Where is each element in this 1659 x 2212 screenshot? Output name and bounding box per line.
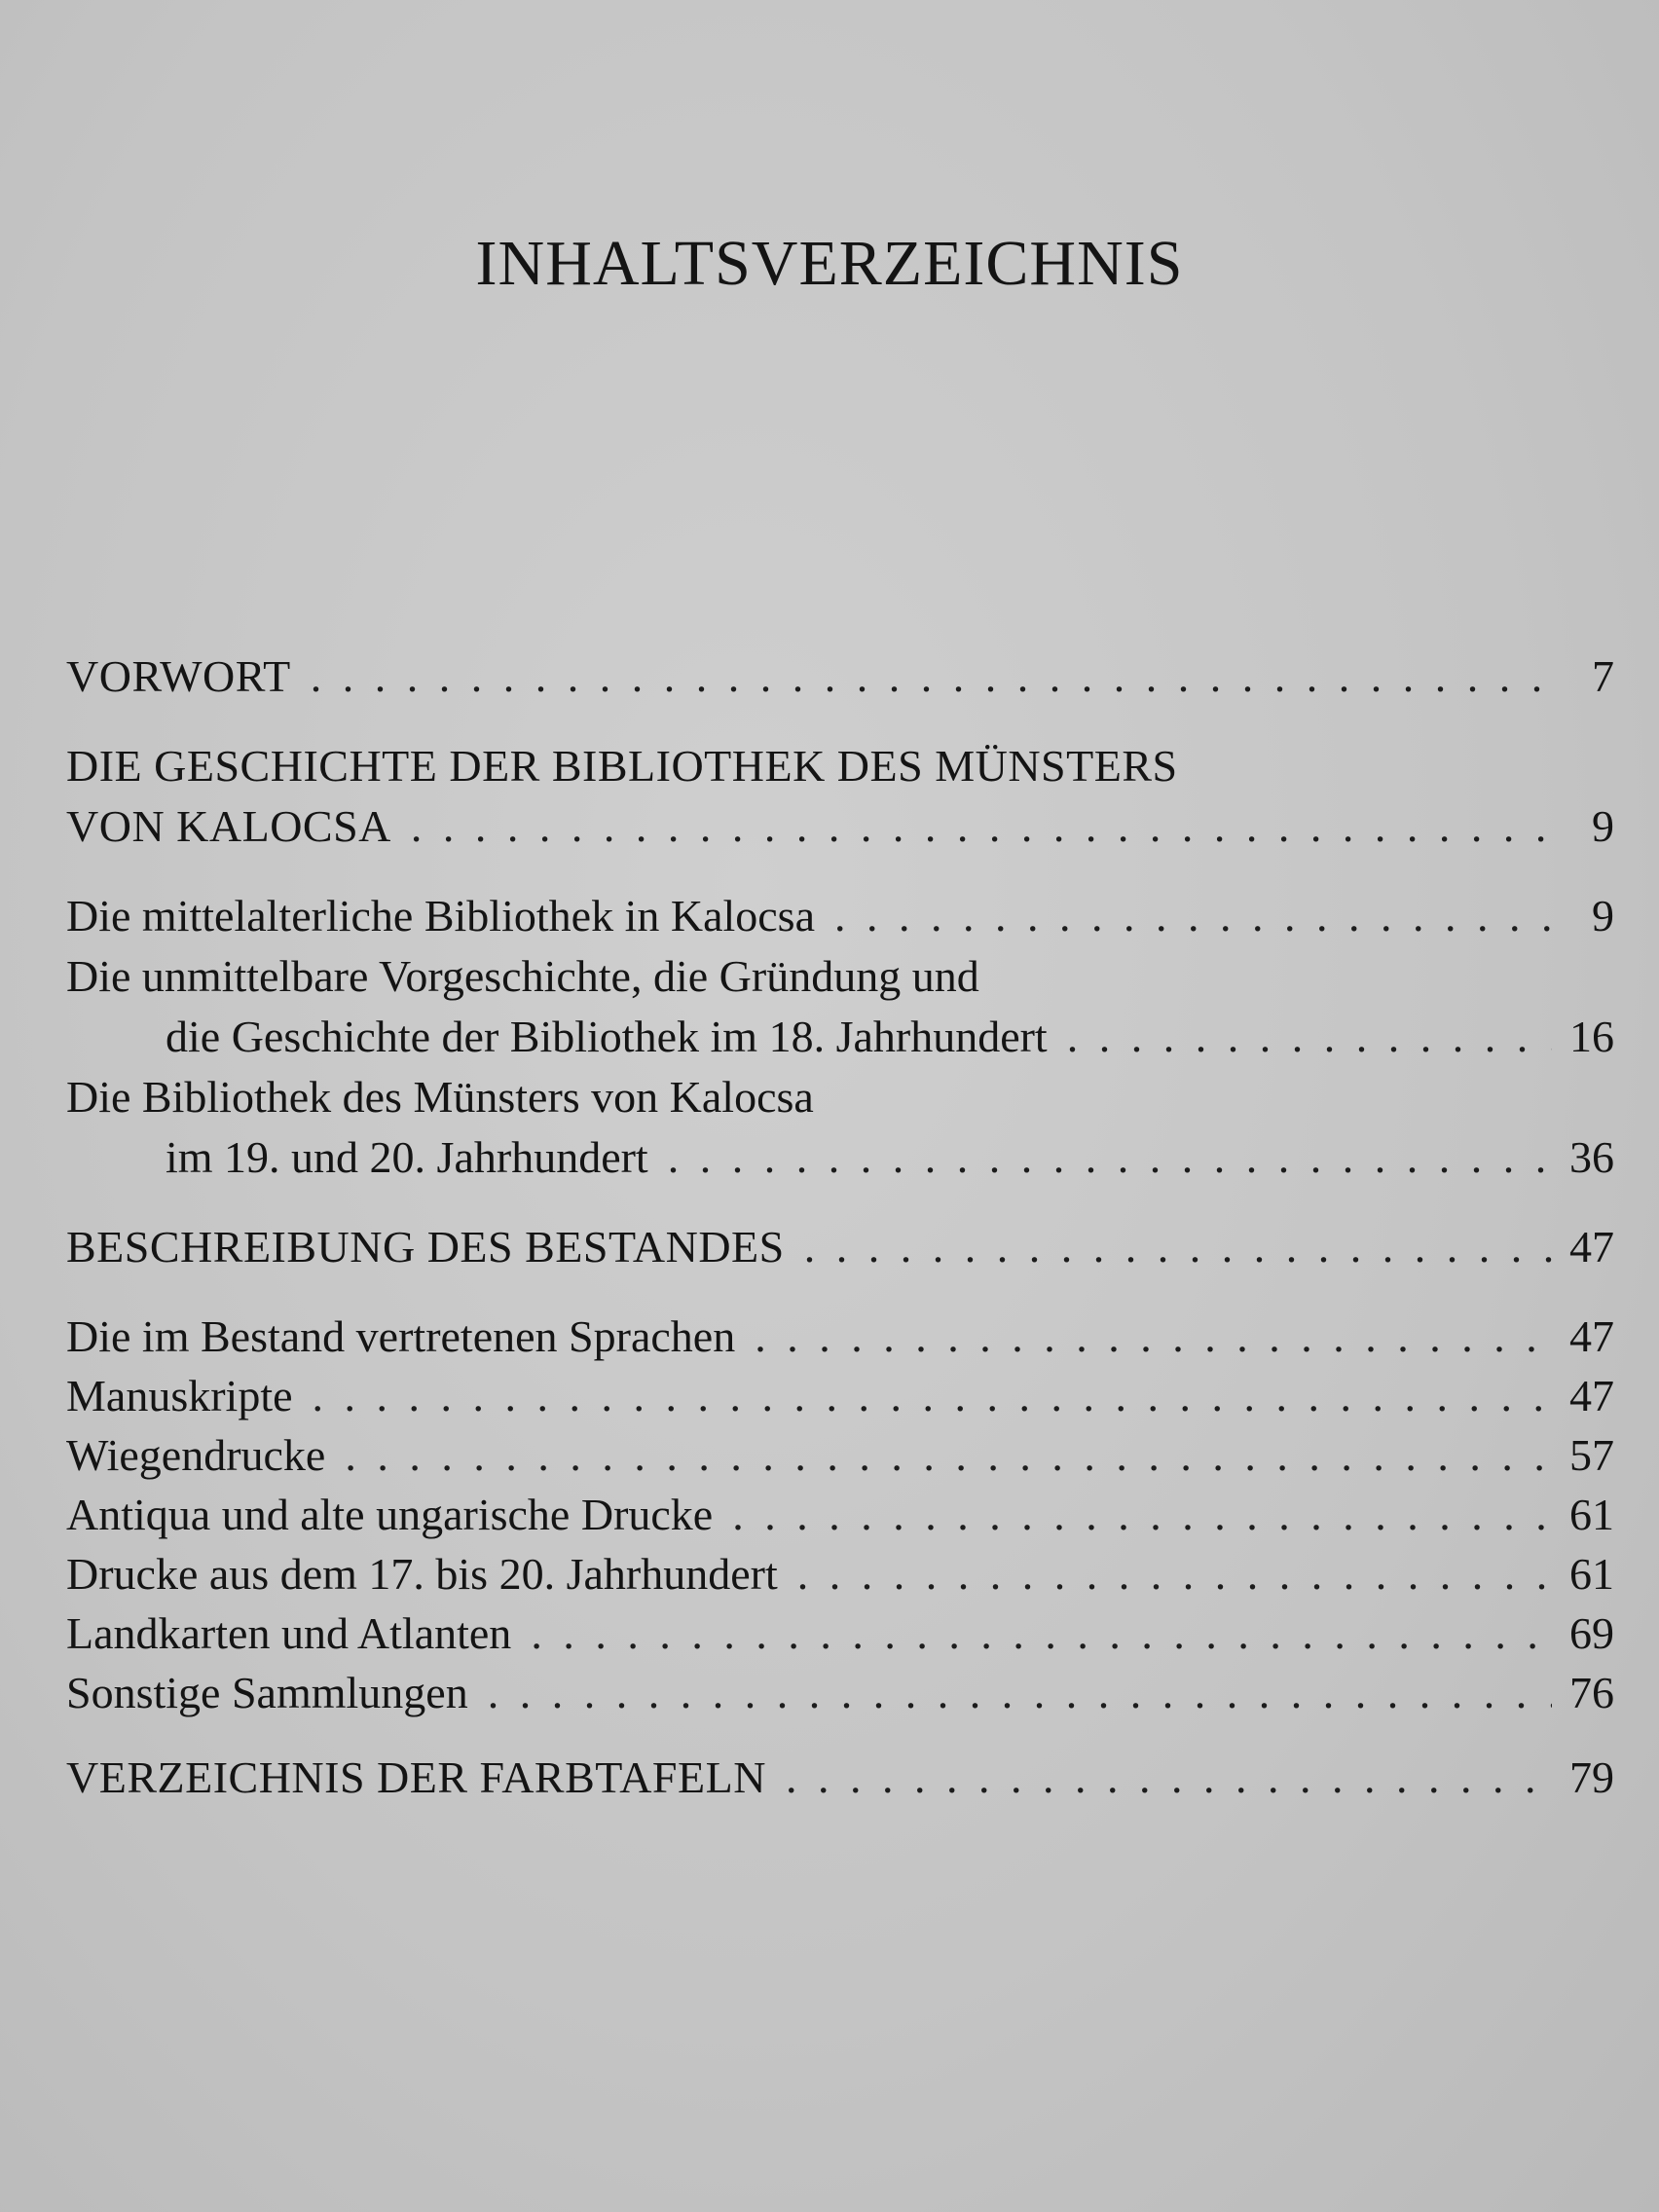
toc-line bbox=[66, 1425, 1614, 1485]
toc-entry-wiegendrucke[interactable] bbox=[66, 1425, 1614, 1485]
dot-leader bbox=[668, 1127, 1552, 1188]
toc-entry-title: Die im Bestand vertretenen Sprachen bbox=[66, 1311, 736, 1361]
toc-entry-farbtafeln[interactable] bbox=[66, 1748, 1614, 1808]
dot-leader bbox=[313, 1366, 1552, 1425]
toc-page-number: 36 bbox=[1569, 1132, 1614, 1182]
toc-page-number: 61 bbox=[1569, 1490, 1614, 1539]
toc-page-number: 57 bbox=[1569, 1430, 1614, 1480]
toc-entry-mittelalterliche-bibliothek[interactable] bbox=[66, 886, 1614, 946]
toc-page-number: 76 bbox=[1569, 1668, 1614, 1717]
toc-line bbox=[66, 1067, 1614, 1127]
dot-leader bbox=[531, 1604, 1552, 1663]
toc-entry-title: Wiegendrucke bbox=[66, 1430, 326, 1480]
dot-leader bbox=[797, 1544, 1552, 1604]
toc-page-number: 9 bbox=[1592, 891, 1614, 940]
dot-leader bbox=[834, 886, 1554, 946]
toc-entry-landkarten[interactable] bbox=[66, 1604, 1614, 1663]
toc-entry-title-continued: die Geschichte der Bibliothek im 18. Jahrhundert bbox=[166, 1012, 1048, 1061]
toc-entry-title: DIE GESCHICHTE DER BIBLIOTHEK DES MÜNSTERS bbox=[66, 741, 1178, 791]
toc-line bbox=[66, 1366, 1614, 1425]
toc-page-number: 9 bbox=[1592, 801, 1614, 851]
dot-leader bbox=[311, 646, 1554, 707]
toc-entry-title: Antiqua und alte ungarische Drucke bbox=[66, 1490, 714, 1539]
toc-entry-vorgeschichte-gruendung[interactable] bbox=[66, 946, 1614, 1067]
toc-line bbox=[66, 1748, 1614, 1808]
toc-page-number: 16 bbox=[1569, 1012, 1614, 1061]
toc-line bbox=[66, 1544, 1614, 1604]
toc-entry-title: VERZEICHNIS DER FARBTAFELN bbox=[66, 1752, 766, 1802]
toc-entry-title: Die Bibliothek des Münsters von Kalocsa bbox=[66, 1072, 814, 1122]
toc-entry-manuskripte[interactable] bbox=[66, 1366, 1614, 1425]
toc-entry-vorwort[interactable] bbox=[66, 646, 1614, 707]
toc-entry-title: Drucke aus dem 17. bis 20. Jahrhundert bbox=[66, 1549, 778, 1599]
toc-entry-title: Sonstige Sammlungen bbox=[66, 1668, 468, 1717]
toc-page-number: 61 bbox=[1569, 1549, 1614, 1599]
dot-leader bbox=[1067, 1007, 1552, 1067]
toc-line bbox=[66, 1217, 1614, 1277]
toc-entry-title: VORWORT bbox=[66, 651, 291, 701]
toc-entry-antiqua[interactable] bbox=[66, 1485, 1614, 1544]
toc-entry-beschreibung[interactable] bbox=[66, 1217, 1614, 1277]
toc-page-number: 47 bbox=[1569, 1311, 1614, 1361]
toc-entry-title: BESCHREIBUNG DES BESTANDES bbox=[66, 1222, 785, 1272]
dot-leader bbox=[488, 1663, 1552, 1722]
toc-entry-title-continued: VON KALOCSA bbox=[66, 801, 391, 851]
toc-entry-title: Die mittelalterliche Bibliothek in Kalocsa bbox=[66, 891, 815, 940]
toc-page-number: 47 bbox=[1569, 1222, 1614, 1272]
dot-leader bbox=[755, 1307, 1552, 1366]
toc-page-number: 79 bbox=[1569, 1752, 1614, 1802]
toc-entry-geschichte[interactable] bbox=[66, 736, 1614, 857]
toc-page-number: 47 bbox=[1569, 1371, 1614, 1420]
toc-line bbox=[66, 796, 1614, 857]
toc-entry-sprachen[interactable] bbox=[66, 1307, 1614, 1366]
toc-page-number: 69 bbox=[1569, 1608, 1614, 1658]
toc-entry-title: Landkarten und Atlanten bbox=[66, 1608, 512, 1658]
dot-leader bbox=[732, 1485, 1552, 1544]
toc-entry-drucke-17-20-jh[interactable] bbox=[66, 1544, 1614, 1604]
toc-line bbox=[66, 736, 1614, 796]
toc-line bbox=[66, 646, 1614, 707]
page-title: INHALTSVERZEICHNIS bbox=[475, 228, 1184, 299]
dot-leader bbox=[804, 1217, 1552, 1277]
toc-line bbox=[66, 946, 1614, 1007]
dot-leader bbox=[786, 1748, 1552, 1808]
toc-line bbox=[66, 1307, 1614, 1366]
toc-entry-title-continued: im 19. und 20. Jahrhundert bbox=[166, 1132, 648, 1182]
toc-line bbox=[66, 886, 1614, 946]
toc-line bbox=[66, 1604, 1614, 1663]
dot-leader bbox=[411, 796, 1554, 857]
toc-line bbox=[66, 1485, 1614, 1544]
toc-line bbox=[66, 1663, 1614, 1722]
toc-entry-sonstige-sammlungen[interactable] bbox=[66, 1663, 1614, 1722]
toc-line bbox=[66, 1127, 1614, 1188]
toc-page-number: 7 bbox=[1592, 651, 1614, 701]
dot-leader bbox=[345, 1425, 1552, 1485]
toc-line bbox=[66, 1007, 1614, 1067]
table-of-contents bbox=[66, 646, 1614, 1808]
toc-entry-title: Manuskripte bbox=[66, 1371, 293, 1420]
toc-entry-title: Die unmittelbare Vorgeschichte, die Gründung und bbox=[66, 951, 979, 1001]
toc-entry-bibliothek-19-20-jh[interactable] bbox=[66, 1067, 1614, 1188]
